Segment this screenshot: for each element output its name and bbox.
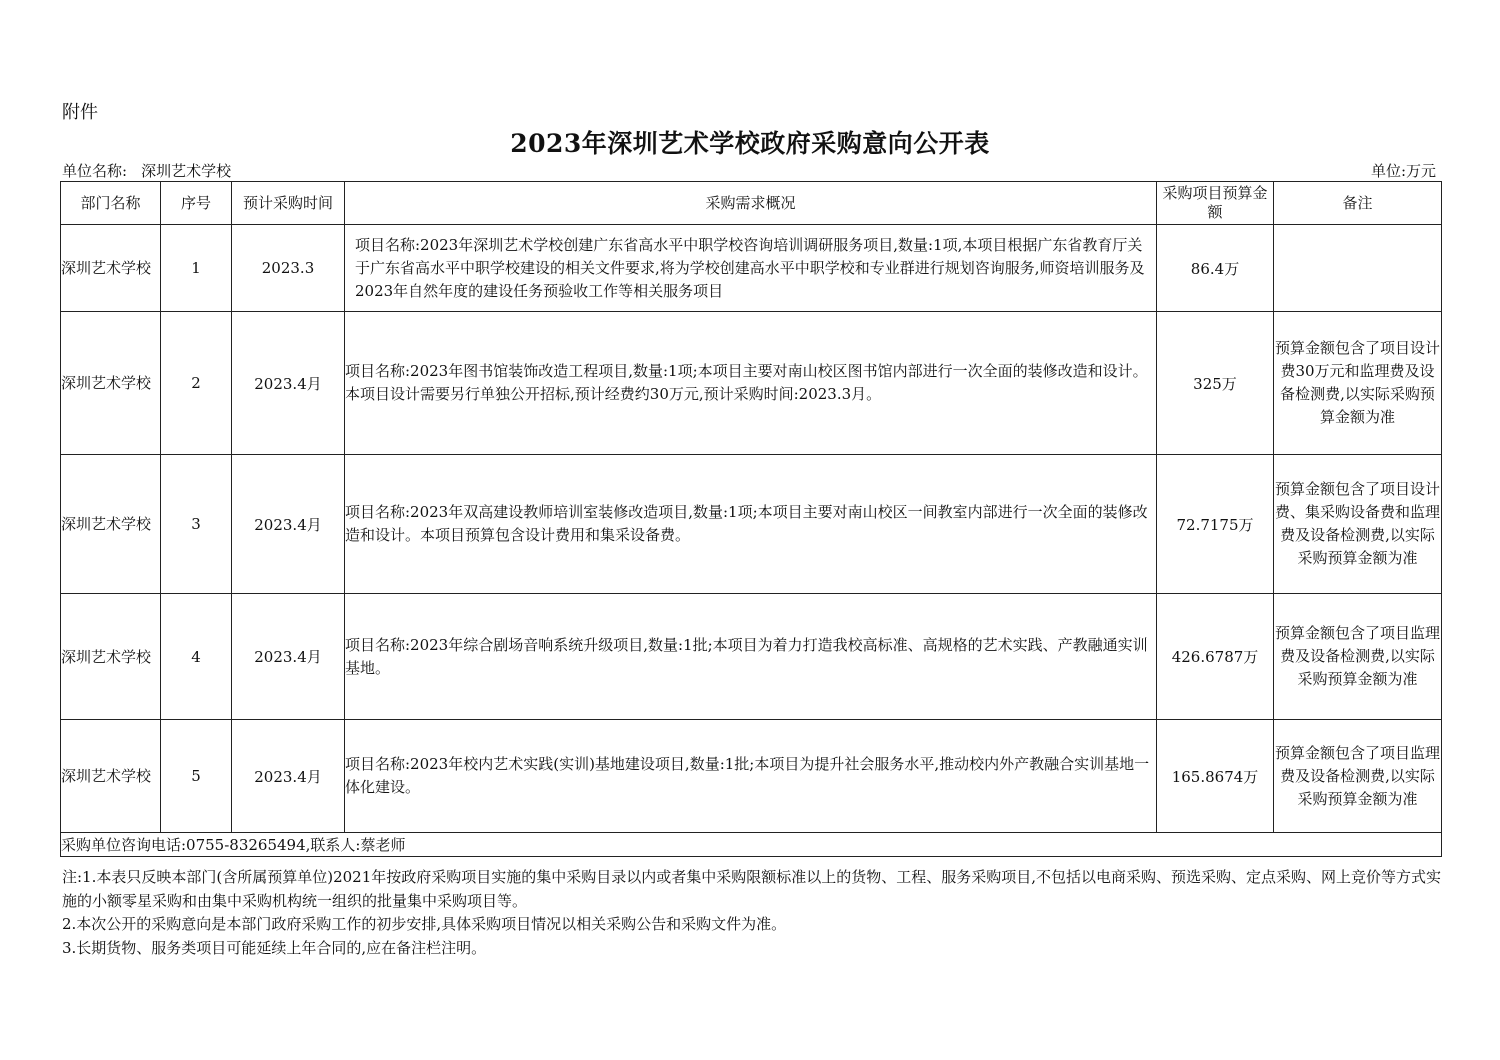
header-time: 预计采购时间: [232, 182, 345, 225]
cell-desc: 项目名称:2023年双高建设教师培训室装修改造项目,数量:1项;本项目主要对南山校区一间教室内部进行一次全面的装修改造和设计。本项目预算包含设计费用和集采设备费。: [345, 455, 1157, 594]
cell-time: 2023.4月: [232, 312, 345, 455]
table-header-row: [61, 182, 1442, 225]
cell-seq: 3: [161, 455, 232, 594]
header-seq: 序号: [161, 182, 232, 225]
cell-dept: 深圳艺术学校: [61, 594, 161, 720]
cell-note: 预算金额包含了项目设计费30万元和监理费及设备检测费,以实际采购预算金额为准: [1274, 312, 1442, 455]
cell-seq: 4: [161, 594, 232, 720]
cell-dept: 深圳艺术学校: [61, 312, 161, 455]
currency-unit: 单位:万元: [1370, 162, 1436, 180]
cell-seq: 2: [161, 312, 232, 455]
contact-info: 采购单位咨询电话:0755-83265494,联系人:蔡老师: [61, 833, 1442, 857]
unit-name: [62, 160, 231, 181]
cell-seq: 1: [161, 225, 232, 312]
contact-row: [61, 833, 1442, 857]
table-row: [61, 225, 1442, 312]
cell-desc: 项目名称:2023年图书馆装饰改造工程项目,数量:1项;本项目主要对南山校区图书馆内部进行一次全面的装修改造和设计。本项目设计需要另行单独公开招标,预计经费约30万元,预计采购时间:2023.3月。: [345, 312, 1157, 455]
table-row: [61, 594, 1442, 720]
cell-desc: 项目名称:2023年校内艺术实践(实训)基地建设项目,数量:1批;本项目为提升社会服务水平,推动校内外产教融合实训基地一体化建设。: [345, 720, 1157, 833]
cell-time: 2023.4月: [232, 594, 345, 720]
note-3: 3.长期货物、服务类项目可能延续上年合同的,应在备注栏注明。: [62, 938, 487, 957]
note-1: 注:1.本表只反映本部门(含所属预算单位)2021年按政府采购项目实施的集中采购目录以内或者集中采购限额标准以上的货物、工程、服务采购项目,不包括以电商采购、预选采购、定点采购、网上竞价等方式实施的小额零星采购和由集中采购机构统一组织的批量集中采购项目等。: [62, 868, 1442, 910]
notes-section: [62, 866, 1442, 960]
cell-budget: 72.7175万: [1157, 455, 1274, 594]
cell-dept: 深圳艺术学校: [61, 225, 161, 312]
cell-desc: 项目名称:2023年综合剧场音响系统升级项目,数量:1批;本项目为着力打造我校高标准、高规格的艺术实践、产教融通实训基地。: [345, 594, 1157, 720]
cell-budget: 86.4万: [1157, 225, 1274, 312]
cell-time: 2023.4月: [232, 720, 345, 833]
cell-dept: 深圳艺术学校: [61, 720, 161, 833]
cell-dept: 深圳艺术学校: [61, 455, 161, 594]
procurement-table: [60, 181, 1442, 857]
unit-name-value: 深圳艺术学校: [141, 162, 232, 180]
header-note: 备注: [1274, 182, 1442, 225]
cell-budget: 426.6787万: [1157, 594, 1274, 720]
cell-time: 2023.3: [232, 225, 345, 312]
cell-note: [1274, 225, 1442, 312]
cell-seq: 5: [161, 720, 232, 833]
cell-note: 预算金额包含了项目设计费、集采购设备费和监理费及设备检测费,以实际采购预算金额为准: [1274, 455, 1442, 594]
page-title: 2023年深圳艺术学校政府采购意向公开表: [510, 129, 990, 158]
table-row: [61, 312, 1442, 455]
header-dept: 部门名称: [61, 182, 161, 225]
unit-name-label: 单位名称:: [62, 162, 128, 180]
cell-note: 预算金额包含了项目监理费及设备检测费,以实际采购预算金额为准: [1274, 720, 1442, 833]
cell-desc: 项目名称:2023年深圳艺术学校创建广东省高水平中职学校咨询培训调研服务项目,数量:1项,本项目根据广东省教育厅关于广东省高水平中职学校建设的相关文件要求,将为学校创建高水平中职学校和专业群进行规划咨询服务,师资培训服务及2023年自然年度的建设任务预验收工作等相关服务项目: [345, 225, 1157, 312]
cell-budget: 165.8674万: [1157, 720, 1274, 833]
table-row: [61, 455, 1442, 594]
table-row: [61, 720, 1442, 833]
header-budget: 采购项目预算金额: [1157, 182, 1274, 225]
header-desc: 采购需求概况: [345, 182, 1157, 225]
cell-budget: 325万: [1157, 312, 1274, 455]
note-2: 2.本次公开的采购意向是本部门政府采购工作的初步安排,具体采购项目情况以相关采购公告和采购文件为准。: [62, 915, 787, 933]
cell-time: 2023.4月: [232, 455, 345, 594]
cell-note: 预算金额包含了项目监理费及设备检测费,以实际采购预算金额为准: [1274, 594, 1442, 720]
attachment-label: 附件: [62, 102, 98, 123]
